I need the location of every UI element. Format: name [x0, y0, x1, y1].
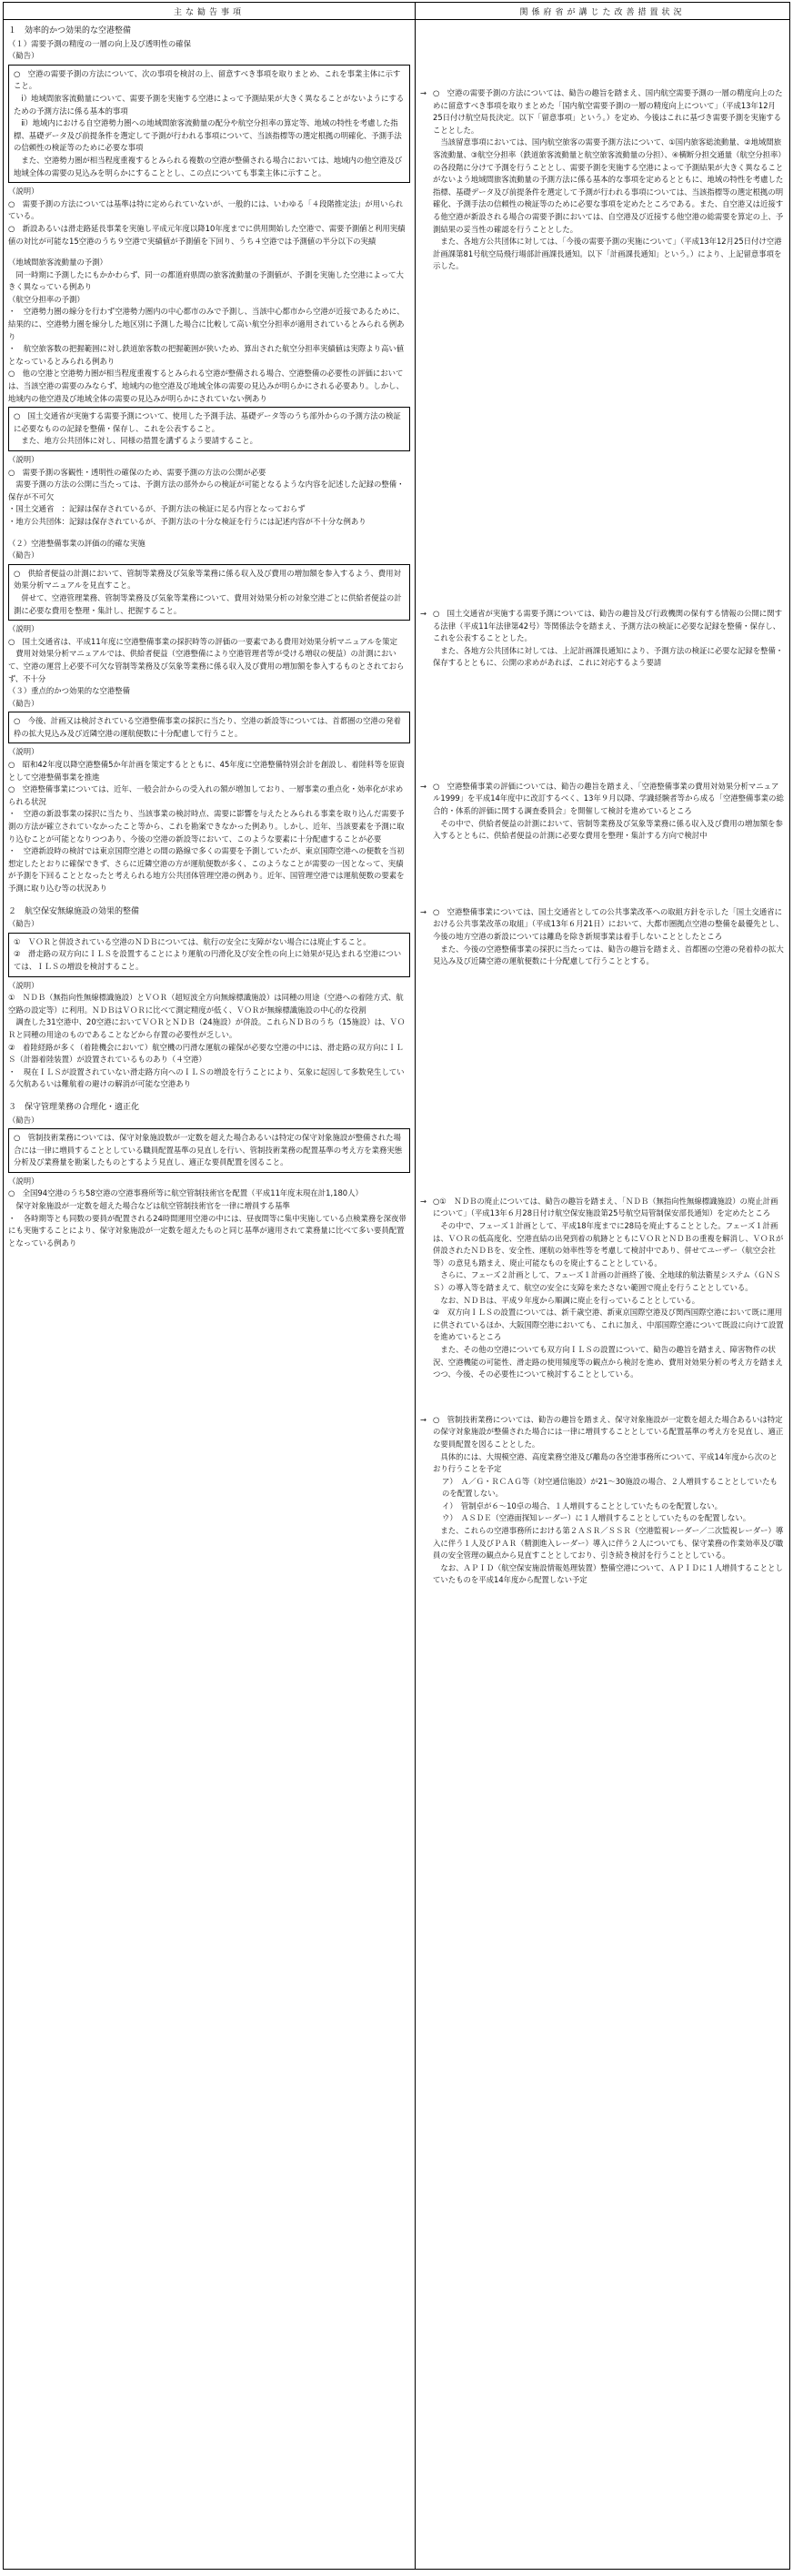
explanation-paragraph: ○ 昭和42年度以降空港整備5か年計画を策定するとともに、45年度に空港整備特別会計を創設し、着陸料等を原資として空港整備事業を推進 [8, 760, 405, 782]
explanation-paragraph: 需要予測の方法の公開に当たっては、予測方法の部外からの検証が可能となるような内容を記述した記録の整備・保存が不可欠 [8, 480, 405, 501]
explanation-paragraph: ○ 新設あるいは滑走路延長事業を実施し平成元年度以降10年度までに供用開始した空港で、需要予測値と利用実績値の対比が可能な15空港のうち９空港で実績値が予測値を下回り、うち４空港では予測値の半分以下の実績 [8, 223, 406, 246]
arrow-icon: → [420, 1414, 427, 1424]
measure-paragraph: また、今後の空港整備事業の採択に当たっては、勧告の趣旨を踏まえ、首都圏の空港の発着枠の拡大見込み及び近隣空港の運航便数に十分配慮して行うこととする。 [433, 944, 784, 966]
measures-column [416, 20, 789, 2570]
explanation-paragraph: ・国土交通省 ：記録は保存されているが、予測方法の検証に足る内容となっておらず [8, 504, 306, 514]
explanation-paragraph: ○ 空港整備事業については、近年、一般会計からの受入れの額が増加しており、一層事業の重点化・効率化が求められる状況 [8, 784, 404, 806]
measure-paragraph: さらに、フェーズ２計画として、フェーズ１計画の計画終了後、全地球的航法衛星システム（ＧＮＳＳ）の導入等を踏まえて、航空の安全に支障を来たさない範囲で廃止を行うこととしている。 [433, 1270, 781, 1292]
setsumei-label: （説明） [8, 980, 39, 990]
measure-paragraph: ○ 国土交通省が実施する需要予測については、勧告の趣旨及び行政機関の保有する情報の公開に関する法律（平成11年法律第42号）等関係法令を踏まえ、予測方法の検証に必要な記録を整備・保存し、これを公表することとした。 [433, 608, 783, 643]
explanation-paragraph: ・ 現在ＩＬＳが設置されていない滑走路方向へのＩＬＳの増設を行うことにより、気象に起因して多数発生している欠航あるいは難航着の避けの解消が可能な空港あり [8, 1066, 405, 1089]
measure-paragraph: ○ 空港整備事業の評価については、勧告の趣旨を踏まえ、「空港整備事業の費用対効果分析マニュアル1999」を平成14年度中に改訂するべく、13年９月以降、学識経験者等から成る「空港整備事業の総合的・体系的評価に関する調査委員会」を開催して検討を進めているところ [433, 781, 784, 816]
table-header [4, 3, 789, 20]
section-title: １ 効率的かつ効果的な空港整備 [8, 26, 132, 35]
kankoku-label: （勧告） [8, 919, 39, 929]
explanation-paragraph: ・ 空港勢力圏の線分を行わず空港勢力圏内の中心都市のみで予測し、当該中心都市から空港が近接であるために、結果的に、空港勢力圏を線分した地区別に予測した場合に比較して高い航空分担率が適用されているとみられる例あり [8, 307, 405, 341]
recommendation-text: ○ 今後、計画又は検討されている空港整備事業の採択に当たり、空港の新設等については、首都圏の空港の発着枠の拡大見込み及び近隣空港の運航便数に十分配慮して行うこと。 [14, 716, 401, 738]
setsumei-label: （説明） [8, 747, 39, 757]
recommendation-text: ① ＶＯＲと併設されている空港のＮＤＢについては、航行の安全に支障がない場合には廃止すること。 ② 滑走路の双方向にＩＬＳを設置することにより運航の円滑化及び安全性の向上に効果が見込まれる空港については、ＩＬＳの増設を検討すること。 [14, 936, 402, 971]
kankoku-label: （勧告） [8, 1115, 39, 1125]
measure-paragraph: 当該留意事項においては、国内航空旅客の需要予測方法について、①国内旅客総流動量、②地域間旅客流動量、③航空分担率（鉄道旅客流動量と航空旅客流動量の分担）、④横断分担交通量（航空分担率）の各段階に分けて予測を行うこととし、需要予測を実施する空港によって予測結果が大きく異なることがないよう地域間旅客流動量の予測方法に係る基本的な事項を定めるとともに、地域の特性を考慮した指標、基礎データ及び前提条件を選定して予測が行われる事項については、当該指標等の選定根拠の明確化、予測手法の信頼性の検証等のために必要な事項を定めたところである。また、自空港又は近接する他空港が新設される場合の需要予測においては、自空港及び近接する他空港の総需要を算定の上、予測結果の妥当性の確認を行うこととした。 [433, 137, 784, 234]
explanation-paragraph: ・ 空港の新設事業の採択に当たり、当該事業の検討時点、需要に影響を与えたとみられる事業を取り込んだ需要予測の方法が確立されていなかったこと等から、これを勘案できなかった例あり。しかし、近年、当該要素を予測に取り込むことが可能となりつつあり、今後の空港の新設等において、このような要素に十分配慮することが必要 [8, 809, 405, 844]
explanation-paragraph: 保守対象施設が一定数を超えた場合などは航空管制技術官を一律に増員する基準 [8, 1201, 290, 1211]
subsection-title: （２）空港整備事業の評価の的確な実施 [8, 538, 146, 548]
explanation-paragraph: ○ 需要予測の方法については基準は特に定められていないが、一般的には、いわゆる「４段階推定法」が用いられている。 [8, 198, 404, 221]
measure-block [420, 87, 785, 273]
recommendations-column [4, 20, 416, 2570]
measure-block [420, 1414, 785, 1587]
recommendation-text: ○ 国土交通省が実施する需要予測について、使用した予測手法、基礎データ等のうち部外からの予測方法の検証に必要なものの記録を整備・保存し、これを公表すること。 また、地方公共団体に対し、同様の措置を講ずるよう要請すること。 [14, 411, 401, 446]
measure-paragraph: また、各地方公共団体に対しては、上記計画課長通知により、予測方法の検証に必要な記録を整備・保存するとともに、公開の求めがあれば、これに対応するよう要請 [433, 645, 784, 668]
arrow-icon: → [420, 781, 427, 791]
measure-paragraph: その中で、供給者便益の計測において、管制等業務及び気象等業務に係る収入及び費用の増加額を参入するとともに、供給者便益の計測に必要な費用を整理・集計する方向で検討中 [433, 818, 783, 841]
measure-item: ア） Ａ／Ｇ・ＲＣＡＧ等（対空通信施設）が21～30施設の場合、２人増員することとしていたものを配置しない。 [442, 1476, 778, 1499]
section-title: ２ 航空保安無線施設の効果的整備 [8, 906, 140, 916]
arrow-icon: → [420, 1196, 427, 1206]
measure-block [420, 781, 785, 843]
explanation-paragraph: （航空分担率の予測） [8, 294, 85, 304]
setsumei-label: （説明） [8, 187, 39, 197]
explanation-paragraph: 同一時期に予測したにもかかわらず、同一の都道府県間の旅客流動量の予測値が、予測を実施した空港によって大きく異なっている例あり [8, 269, 404, 292]
explanation-paragraph: ① ＮＤＢ（無指向性無線標識施設）とＶＯＲ（超短波全方向無線標識施設）は同種の用途（空港への着陸方式、航空路の設定等）に利用。ＮＤＢはＶＯＲに比べて測定精度が低く、ＶＯＲが無線標識施設の中心的な役割 [8, 993, 404, 1015]
section-title: ３ 保守管理業務の合理化・適正化 [8, 1102, 140, 1112]
measure-paragraph: また、各地方公共団体に対しては、「今後の需要予測の実施について」（平成13年12月25日付け空港計画課第81号航空局飛行場部計画課長通知。以下「計画課長通知」という。）により、上記留意事項を示した。 [433, 237, 782, 271]
measure-paragraph: ○ 空港整備事業については、国土交通省としての公共事業改革への取組方針を示した「国土交通省における公共事業改革の取組」（平成13年６月21日）において、大都市圏拠点空港の整備を最優先とし、今後の地方空港の新設については離島を除き新規事業は着手しないこととしたところ [433, 906, 784, 942]
kankoku-label: （勧告） [8, 698, 39, 708]
recommendation-box [8, 564, 410, 621]
explanation-paragraph: 費用対効果分析マニュアルでは、供給者便益（空港整備により空港管理者等が受ける増収の便益）の計測において、空港の運営上必要不可欠な管制等業務及び気象等業務に係る収入及び費用の増加額を参入するものとされておらず、不十分 [8, 649, 405, 683]
measure-paragraph: その中で、フェーズ１計画として、平成18年度までに28局を廃止することとした。フェーズ１計画は、ＶＯＲの低高度化、空港直結の出発到着の航跡とともにＶＯＲとＮＤＢの重複を解消し、ＶＯＲが併設されたＮＤＢを、安全性、運航の効率性等を考慮して検討中であり、併せてユーザー（航空会社等）の意見も踏まえ、廃止可能なものを廃止することとしている。 [433, 1221, 784, 1268]
measure-paragraph: また、これらの空港事務所における第２ＡＳＲ／ＳＳＲ（空港監視レーダー／二次監視レーダー）導入に伴う１人及びＰＡＲ（精測進入レーダー）導入に伴う２人についても、保守業務の作業効率及び職員の安全管理の観点から見直すこととしており、引き続き検討を行うこととしている。 [433, 1526, 784, 1561]
arrow-icon: → [420, 608, 427, 618]
measure-block [420, 1196, 785, 1381]
setsumei-label: （説明） [8, 1176, 39, 1186]
explanation-paragraph: ○ 国土交通省は、平成11年度に空港整備事業の採択時等の評価の一要素である費用対効果分析マニュアルを策定 [8, 636, 398, 646]
setsumei-label: （説明） [8, 455, 39, 464]
arrow-icon: → [420, 88, 427, 97]
explanation-paragraph: ② 着陸経路が多く（着陸機会において）航空機の円滑な運航の確保が必要な空港の中には、滑走路の双方向にＩＬＳ（計器着陸装置）が設置されているものあり（４空港） [8, 1042, 404, 1065]
recommendation-box [8, 1128, 410, 1173]
recommendation-box [8, 933, 410, 977]
explanation-paragraph: ○ 他の空港と空港勢力圏が相当程度重複するとみられる空港が整備される場合、空港整備の必要性の評価においては、当該空港の需要のみならず、地域内の他空港及び地域全体の需要の見込みが明らかにされる必要あり。しかし、地域内の他空港及び地域全体の需要の見込みが明らかにされていない例あり [8, 369, 404, 403]
explanation-paragraph: ○ 需要予測の客観性・透明性の確保のため、需要予測の方法の公開が必要 [8, 467, 266, 477]
measure-paragraph: なお、ＡＰＩＤ（航空保安施設情報処理装置）整備空港について、ＡＰＩＤに１人増員することとしていたものを平成14年度から配置しない予定 [433, 1562, 783, 1585]
subsection-title: （３）重点的かつ効果的な空港整備 [8, 686, 130, 696]
recommendation-text: ○ 管制技術業務については、保守対象施設数が一定数を超えた場合あるいは特定の保守対象施設が整備された場合には一律に増員することとしている職員配置基準の見直しを行い、管制技術業務の配置基準の考え方を業務実態分析及び業務量を勘案したものとするよう見直し、適正な要員配置を図ること。 [14, 1133, 403, 1167]
subsection-title: （１）需要予測の精度の一層の向上及び透明性の確保 [8, 38, 191, 48]
document-page [3, 2, 790, 2570]
explanation-paragraph: ・ 航空旅客数の把握範囲に対し鉄道旅客数の把握範囲が狭いため、算出された航空分担率実績値は実際より高い値となっているとみられる例あり [8, 344, 405, 366]
explanation-paragraph: ○ 全国94空港のうち58空港の空港事務所等に航空管制技術官を配置（平成11年度末現在計1,180人） [8, 1188, 363, 1198]
explanation-paragraph: （地域間旅客流動量の予測） [8, 258, 107, 268]
recommendation-box [8, 712, 410, 743]
recommendation-box [8, 65, 410, 183]
measure-block [420, 906, 785, 968]
setsumei-label: （説明） [8, 624, 39, 634]
measure-paragraph: なお、ＮＤＢは、平成９年度から順調に廃止を行っていることとしている。 [433, 1295, 700, 1305]
measure-paragraph: ② 双方向ＩＬＳの設置については、新千歳空港、新東京国際空港及び関西国際空港において既に運用に供されているほか、大阪国際空港においても、これに加え、中部国際空港について既設に向けて設置を進めているところ [433, 1308, 784, 1342]
explanation-paragraph: ・地方公共団体：記録は保存されているが、予測方法の十分な検証を行うには記述内容が不十分な例あり [8, 516, 366, 526]
measure-paragraph: ○ 空港の需要予測の方法については、勧告の趣旨を踏まえ、国内航空需要予測の一層の精度向上のために留意すべき事項を取りまとめた「国内航空需要予測の一層の精度向上について」（平成13年12月25日付け航空局長決定。以下「留意事項」という。）を定め、今後はこれに基づき需要予測を実施することとした。 [433, 88, 783, 135]
measure-paragraph: ○ 管制技術業務については、勧告の趣旨を踏まえ、保守対象施設が一定数を超えた場合あるいは特定の保守対象施設が整備された場合には一律に増員することとしている配置基準の考え方を見直し、適正な要員配置を図ることとした。 [433, 1414, 784, 1449]
explanation-paragraph: ・ 空港新設時の検討では東京国際空港との間の路線で多くの需要を予測していたが、東京国際空港への便数を当初想定したとおりに確保できず、さらに近隣空港の方が運航便数が多く、このようなことが需要の一因となって、実績が予測を下回ることとなったと考えられる地方公共団体管理空港の例あり。近年、国管理空港では運航便数の要素を予測に取り込む等の状況あり [8, 846, 405, 893]
measure-item: ウ） ＡＳＤＥ（空港面探知レーダー）に１人増員することとしていたものを配置しない。 [442, 1513, 751, 1523]
header-right: 関係府省が講じた改善措置状況 [519, 7, 686, 17]
measure-paragraph: 具体的には、大規模空港、高度業務空港及び離島の各空港事務所について、平成14年度から次のとおり行うことを予定 [433, 1451, 778, 1474]
header-left: 主な勧告事項 [4, 3, 416, 19]
explanation-paragraph: 調査した31空港中、20空港においてＶＯＲとＮＤＢ（24施設）が併設。これらＮＤＢのうち（15施設）は、ＶＯＲと同種の用途のものであることなどから存置の必要性が乏しい。 [8, 1017, 406, 1039]
recommendation-box [8, 407, 410, 451]
measure-paragraph: ○① ＮＤＢの廃止については、勧告の趣旨を踏まえ、「ＮＤＢ（無指向性無線標識施設）の廃止計画について」（平成13年６月28日付け航空保安施設第25号航空局管制保安部長通知）を定めたところ [433, 1196, 778, 1218]
measure-paragraph: また、その他の空港についても双方向ＩＬＳの設置について、勧告の趣旨を踏まえ、障害物件の状況、空港機能の可能性、滑走路の使用頻度等の観点から検討を進め、費用対効果分析の考え方を踏まえつつ、今後、その必要性について検討することとしている。 [433, 1344, 783, 1379]
measure-block [420, 608, 785, 670]
explanation-paragraph: ・ 各時期等とも同数の要員が配置される24時間運用空港の中には、昼夜間等に集中実施している点検業務を深夜帯にも実施することにより、保守対象施設が一定数を超えたものと同じ基準が適用されて業務量に比べて多い要員配置となっている例あり [8, 1213, 407, 1248]
kankoku-label: （勧告） [8, 51, 39, 61]
kankoku-label: （勧告） [8, 551, 39, 561]
arrow-icon: → [420, 906, 427, 916]
recommendation-text: ○ 供給者便益の計測において、管制等業務及び気象等業務に係る収入及び費用の増加額を参入するよう、費用対効果分析マニュアルを見直すこと。 併せて、空港管理業務、管制等業務及び気象等業務について、費用対効果分析の対象空港ごとに供給者便益の計測に必要な費用を整理・集計し、把握すること。 [14, 568, 402, 615]
recommendation-text: ○ 空港の需要予測の方法について、次の事項を検討の上、留意すべき事項を取りまとめ、これを事業主体に示すこと。 ⅰ）地域間旅客流動量について、需要予測を実施する空港によって予測結果が大きく異なることがないようにするための予測方法に係る基本的事項 ⅱ）地域内における自空港勢力圏への地域間旅客流動量の配分や航空分担率の算定等、地域の特性を考慮した指標、基礎データ及び前提条件を選定して予測が行われる事項について、当該指標等の選定根拠の明確化、予測手法の信頼性の検証等のために必要な事項 また、空港勢力圏が相当程度重複するとみられる複数の空港が整備される場合においては、地域内の他空港及び地域全体の需要の見込みを明らかにすることとし、この点についても事業主体に示すこと。 [14, 68, 405, 177]
measure-item: イ） 管制卓が６～10卓の場合、１人増員することとしていたものを配置しない。 [442, 1500, 722, 1510]
